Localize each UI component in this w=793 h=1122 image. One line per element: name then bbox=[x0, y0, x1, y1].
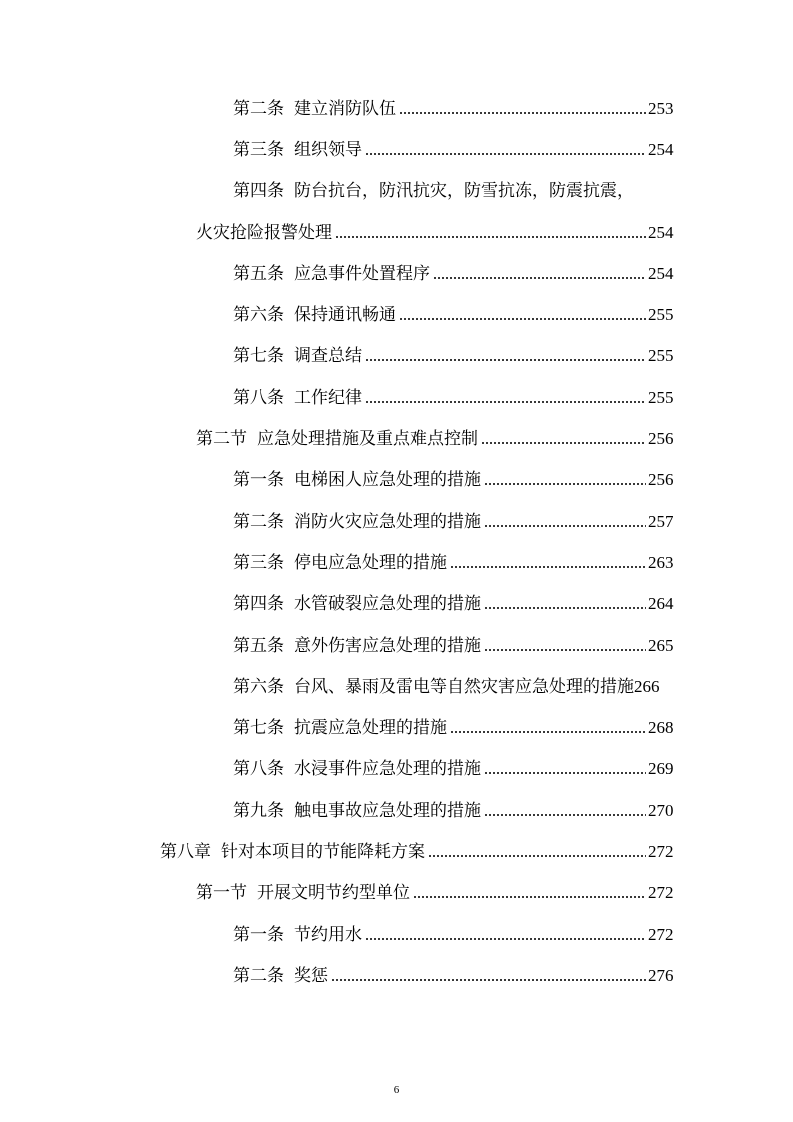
dot-leader bbox=[450, 731, 646, 733]
toc-entry[interactable] bbox=[0, 625, 793, 666]
toc-entry-number: 第七条 bbox=[233, 718, 284, 739]
toc-entry[interactable] bbox=[0, 955, 793, 996]
dot-leader bbox=[484, 483, 646, 485]
toc-entry-continuation[interactable] bbox=[0, 212, 793, 253]
toc-entry[interactable] bbox=[0, 542, 793, 583]
toc-entry-page: 254 bbox=[648, 222, 674, 242]
toc-entry[interactable] bbox=[0, 129, 793, 170]
toc-entry-number: 第五条 bbox=[233, 263, 284, 284]
toc-entry[interactable] bbox=[0, 584, 793, 625]
toc-entry-title: 消防火灾应急处理的措施 bbox=[294, 511, 481, 532]
dot-leader bbox=[484, 772, 646, 774]
toc-entry-title: 调查总结 bbox=[294, 346, 362, 367]
toc-entry-page: 263 bbox=[648, 552, 674, 572]
toc-entry-number: 第六条 bbox=[233, 305, 284, 326]
toc-entry-number: 第二条 bbox=[233, 98, 284, 119]
dot-leader bbox=[365, 359, 646, 361]
dot-leader bbox=[481, 442, 646, 444]
toc-entry-title: 停电应急处理的措施 bbox=[294, 552, 447, 573]
toc-entry[interactable] bbox=[0, 377, 793, 418]
toc-entry[interactable] bbox=[0, 171, 793, 212]
toc-entry[interactable] bbox=[0, 749, 793, 790]
toc-entry-page: 272 bbox=[648, 841, 674, 861]
toc-entry-title: 意外伤害应急处理的措施 bbox=[294, 635, 481, 656]
toc-entry-page: 255 bbox=[648, 346, 674, 366]
toc-entry-number: 第二条 bbox=[233, 965, 284, 986]
toc-entry-title: 开展文明节约型单位 bbox=[257, 883, 410, 904]
toc-entry[interactable] bbox=[0, 336, 793, 377]
toc-entry-title: 水浸事件应急处理的措施 bbox=[294, 759, 481, 780]
dot-leader bbox=[484, 814, 646, 816]
toc-entry-title: 电梯困人应急处理的措施 bbox=[294, 470, 481, 491]
dot-leader bbox=[399, 112, 646, 114]
dot-leader bbox=[365, 938, 646, 940]
toc-entry-number: 第四条 bbox=[233, 594, 284, 615]
toc-entry-page: 265 bbox=[648, 635, 674, 655]
toc-entry[interactable] bbox=[0, 88, 793, 129]
toc-entry-title: 保持通讯畅通 bbox=[294, 305, 396, 326]
toc-entry-number: 第七条 bbox=[233, 346, 284, 367]
toc-entry[interactable] bbox=[0, 460, 793, 501]
toc-entry-page: 268 bbox=[648, 718, 674, 738]
dot-leader bbox=[484, 649, 646, 651]
toc-entry-page: 255 bbox=[648, 387, 674, 407]
toc-entry-page: 256 bbox=[648, 470, 674, 490]
toc-entry[interactable] bbox=[0, 707, 793, 748]
toc-entry-page: 272 bbox=[648, 883, 674, 903]
toc-entry-number: 第一条 bbox=[233, 924, 284, 945]
toc-entry-title: 防台抗台，防汛抗灾，防雪抗冻，防震抗震， bbox=[294, 181, 634, 202]
dot-leader bbox=[365, 401, 646, 403]
dot-leader bbox=[331, 979, 646, 981]
toc-entry[interactable] bbox=[0, 914, 793, 955]
toc-entry[interactable] bbox=[0, 666, 793, 707]
dot-leader bbox=[484, 607, 646, 609]
toc-entry-page: 256 bbox=[648, 429, 674, 449]
toc-entry-page: 254 bbox=[648, 139, 674, 159]
toc-entry-number: 第八条 bbox=[233, 759, 284, 780]
toc-entry-page: 264 bbox=[648, 594, 674, 614]
toc-entry-page: 253 bbox=[648, 98, 674, 118]
toc-entry[interactable] bbox=[0, 790, 793, 831]
dot-leader bbox=[399, 318, 646, 320]
toc-entry-title: 针对本项目的节能降耗方案 bbox=[221, 841, 425, 862]
toc-entry-number: 第三条 bbox=[233, 139, 284, 160]
table-of-contents bbox=[0, 88, 793, 997]
toc-entry-title: 台风、暴雨及雷电等自然灾害应急处理的措施 bbox=[294, 676, 634, 697]
toc-entry-number: 第五条 bbox=[233, 635, 284, 656]
dot-leader bbox=[428, 855, 646, 857]
toc-entry-number: 第二节 bbox=[196, 429, 247, 450]
toc-entry-page: 276 bbox=[648, 965, 674, 985]
toc-entry-number: 第一条 bbox=[233, 470, 284, 491]
toc-entry-page: 270 bbox=[648, 800, 674, 820]
toc-entry-number: 第六条 bbox=[233, 676, 284, 697]
toc-chapter-entry[interactable] bbox=[0, 831, 793, 872]
toc-entry-number: 第八条 bbox=[233, 387, 284, 408]
toc-entry-number: 第四条 bbox=[233, 181, 284, 202]
toc-entry-number: 第九条 bbox=[233, 800, 284, 821]
dot-leader bbox=[433, 277, 646, 279]
toc-entry-page: 255 bbox=[648, 305, 674, 325]
toc-entry-page: 272 bbox=[648, 924, 674, 944]
toc-entry-title: 应急处理措施及重点难点控制 bbox=[257, 429, 478, 450]
toc-entry-title: 火灾抢险报警处理 bbox=[196, 222, 332, 243]
toc-entry-page: 269 bbox=[648, 759, 674, 779]
toc-entry-title: 触电事故应急处理的措施 bbox=[294, 800, 481, 821]
toc-entry-number: 第二条 bbox=[233, 511, 284, 532]
toc-section-entry[interactable] bbox=[0, 418, 793, 459]
toc-entry-title: 组织领导 bbox=[294, 139, 362, 160]
toc-entry-title: 应急事件处置程序 bbox=[294, 263, 430, 284]
dot-leader bbox=[335, 236, 646, 238]
dot-leader bbox=[365, 153, 646, 155]
toc-entry-number: 第三条 bbox=[233, 552, 284, 573]
dot-leader bbox=[484, 525, 646, 527]
toc-entry-number: 第一节 bbox=[196, 883, 247, 904]
toc-entry[interactable] bbox=[0, 501, 793, 542]
toc-entry-page: 254 bbox=[648, 263, 674, 283]
dot-leader bbox=[450, 566, 646, 568]
toc-section-entry[interactable] bbox=[0, 873, 793, 914]
toc-entry[interactable] bbox=[0, 253, 793, 294]
toc-entry-number: 第八章 bbox=[160, 841, 211, 862]
toc-entry-title: 水管破裂应急处理的措施 bbox=[294, 594, 481, 615]
toc-entry-title: 抗震应急处理的措施 bbox=[294, 718, 447, 739]
toc-entry-page: 266 bbox=[634, 676, 660, 696]
toc-entry-page: 257 bbox=[648, 511, 674, 531]
toc-entry-title: 工作纪律 bbox=[294, 387, 362, 408]
toc-entry[interactable] bbox=[0, 294, 793, 335]
dot-leader bbox=[413, 896, 646, 898]
toc-entry-title: 建立消防队伍 bbox=[294, 98, 396, 119]
toc-entry-title: 奖惩 bbox=[294, 965, 328, 986]
page-number: 6 bbox=[393, 1084, 400, 1096]
toc-entry-title: 节约用水 bbox=[294, 924, 362, 945]
